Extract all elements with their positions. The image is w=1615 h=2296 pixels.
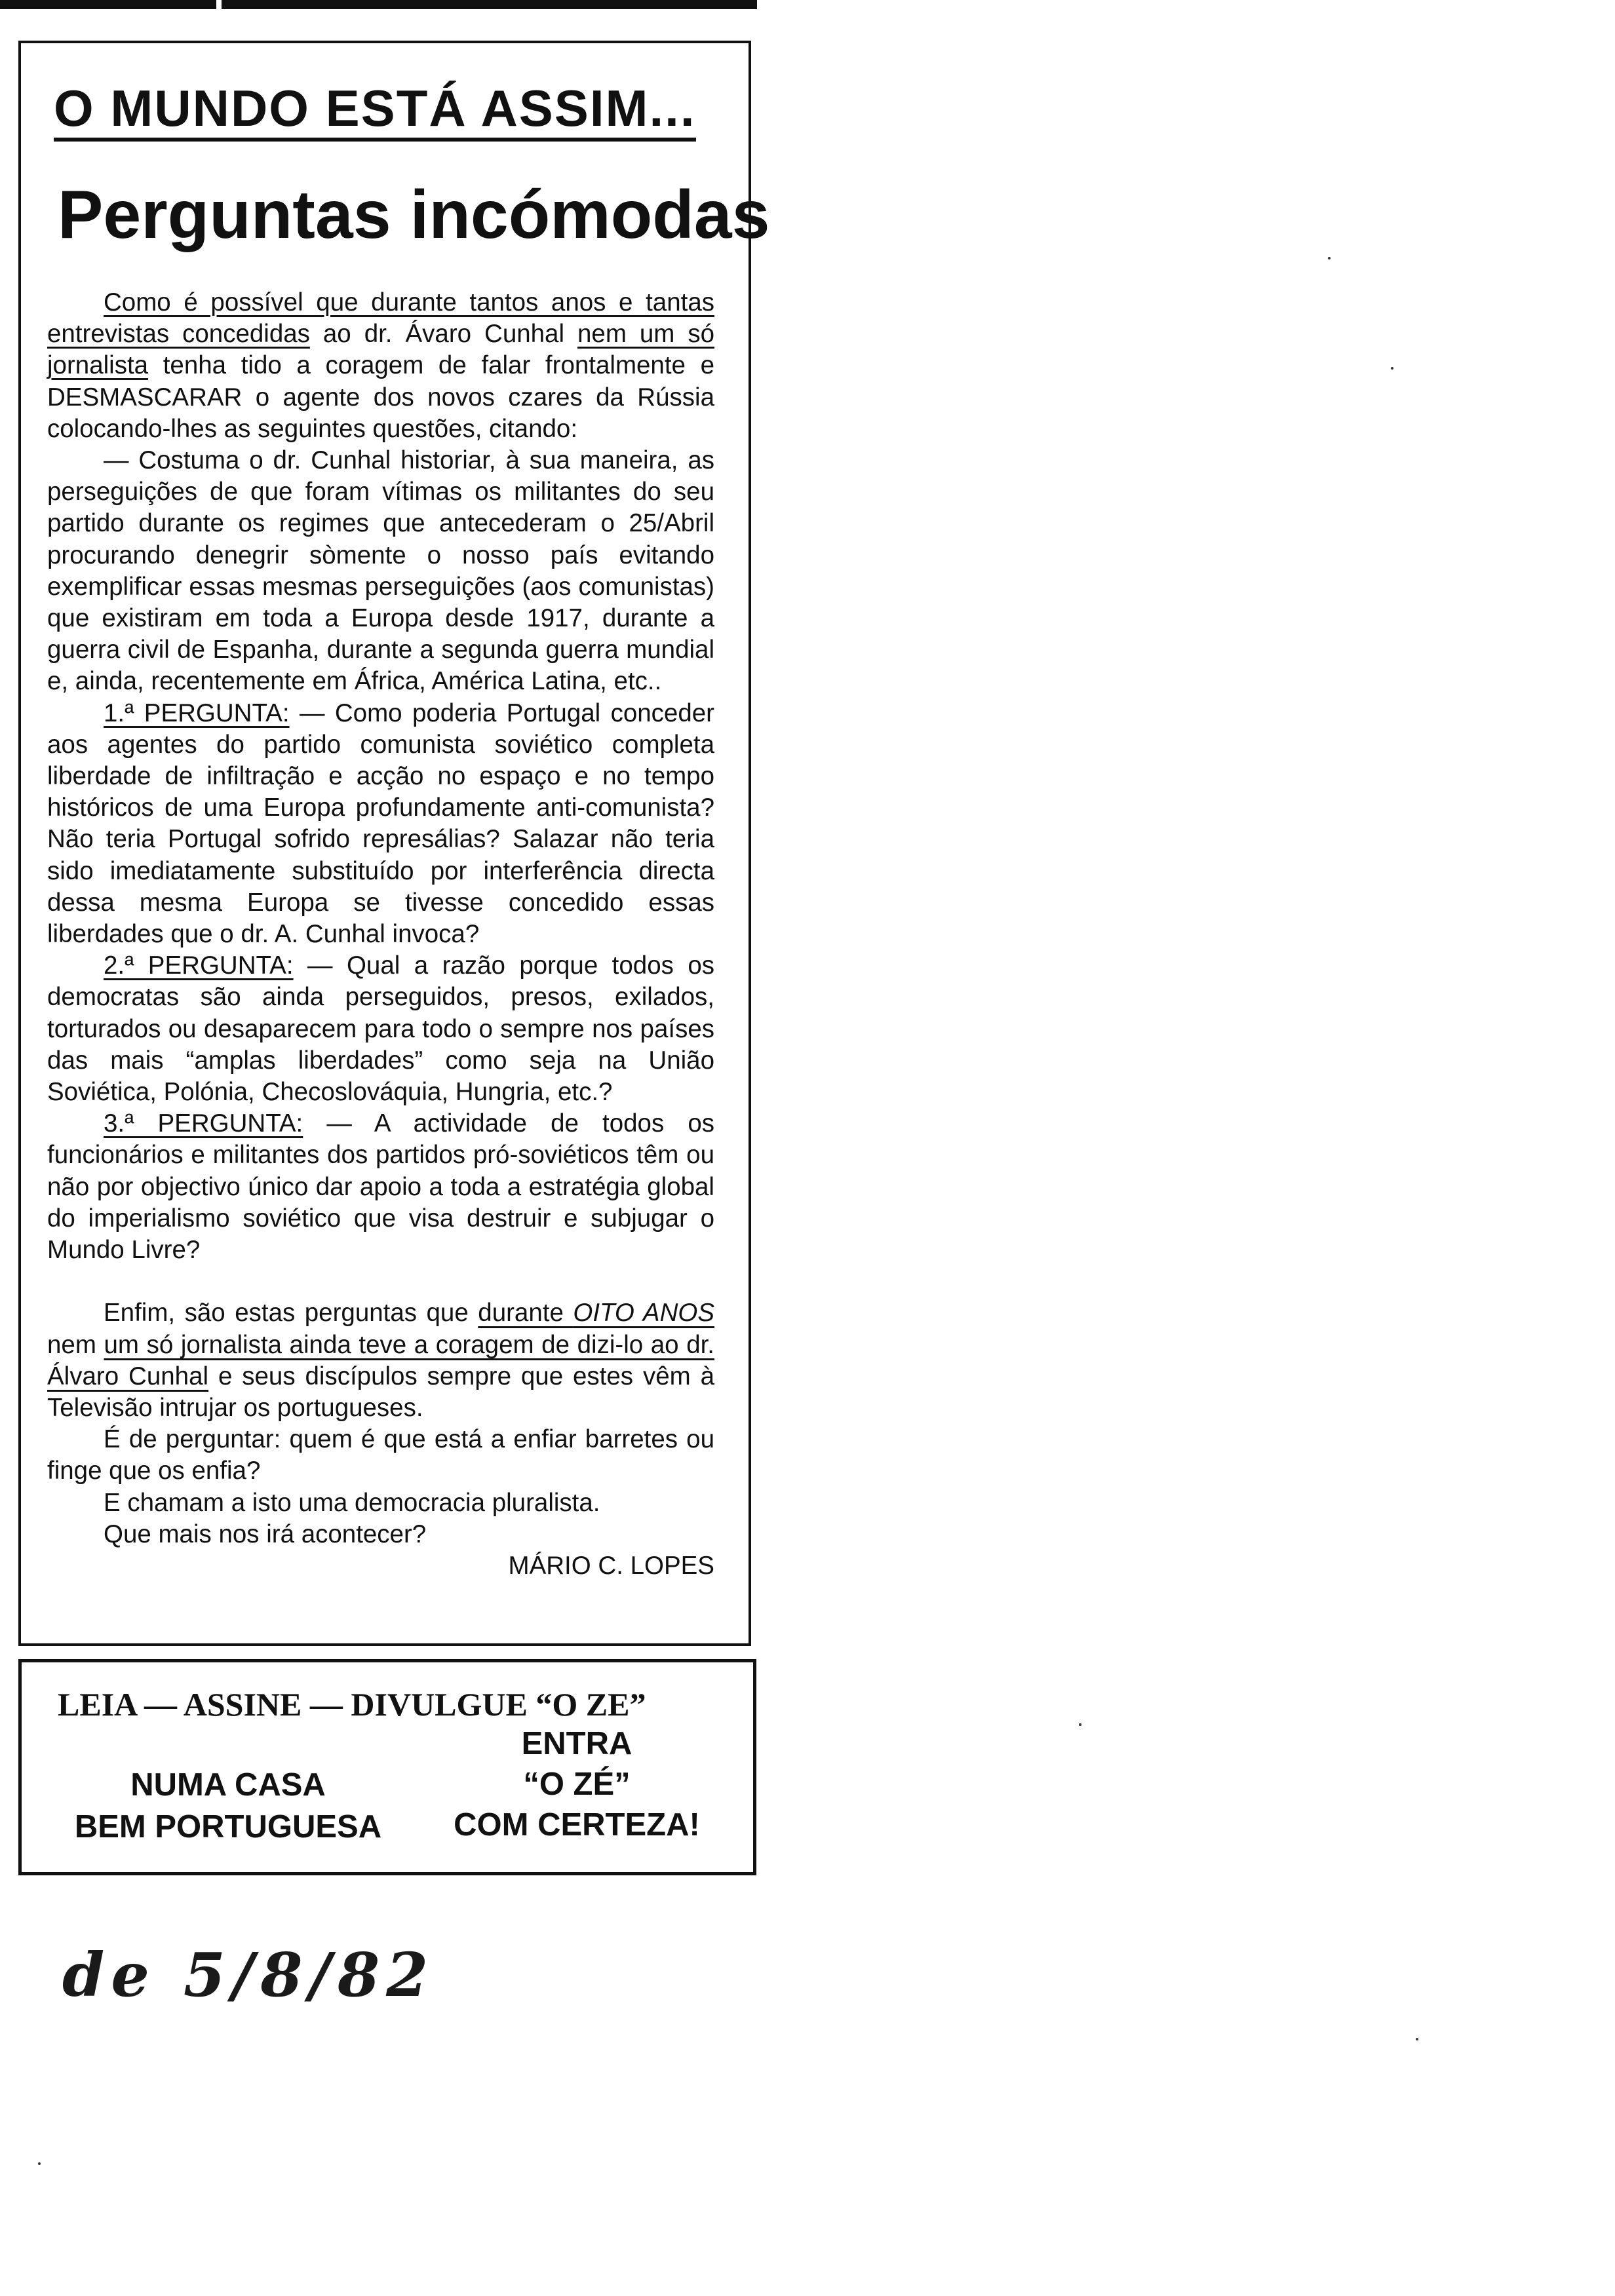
- promo-right-line: “O ZÉ”: [523, 1767, 631, 1802]
- paragraph-context: — Costuma o dr. Cunhal historiar, à sua maneira, as perseguições de que foram vítimas os militantes do seu partido durante os regimes que antecederam o 25/Abril procurando denegrir sòmente o nosso país evitando exemplificar essas mesmas perseguições (aos comunistas) que existiram em toda a Europa desde 1917, durante a guerra civil de Espanha, durante a segunda guerra mundial e, ainda, recentemente em África, América Latina, etc..: [47, 446, 714, 696]
- promo-right-line: COM CERTEZA!: [454, 1807, 700, 1843]
- question-2: [47, 950, 714, 1108]
- text-run: nem: [47, 1330, 104, 1359]
- promo-left-line: BEM PORTUGUESA: [74, 1809, 382, 1845]
- scan-speck: [1079, 1723, 1081, 1726]
- top-rule-gap: [216, 0, 222, 9]
- question-1: [47, 698, 714, 951]
- promo-right-block: [433, 1723, 721, 1845]
- paragraph-statement: E chamam a isto uma democracia pluralista.: [104, 1488, 600, 1517]
- question-2-label: 2.ª PERGUNTA:: [104, 951, 294, 980]
- emphasis-oito-anos: OITO ANOS: [573, 1299, 714, 1328]
- promo-left-block: [58, 1764, 399, 1848]
- scan-speck: [1391, 367, 1393, 370]
- paragraph-conclusion: [47, 1297, 714, 1424]
- question-1-text: — Como poderia Portugal conceder aos agentes do partido comunista soviético completa liberdade de infiltração e acção no espaço e no tempo históricos de uma Europa profundamente anti-comunista? Não teria Portugal sofrido represálias? Salazar não teria sido imediatamente substituído por interferência directa dessa mesma Europa se tivesse concedido essas liberdades que o dr. A. Cunhal invoca?: [47, 698, 714, 949]
- paragraph-closing: Que mais nos irá acontecer?: [104, 1520, 427, 1548]
- author-signature: MÁRIO C. LOPES: [508, 1551, 714, 1580]
- promo-slogan: LEIA — ASSINE — DIVULGUE “O ZE”: [58, 1686, 646, 1723]
- scan-speck: [1416, 2038, 1418, 2040]
- scan-speck: [1328, 257, 1331, 259]
- article-body: [47, 287, 714, 1582]
- promo-right-line: ENTRA: [521, 1726, 632, 1761]
- handwritten-date: de 5/8/82: [62, 1940, 435, 2010]
- underlined-phrase: um só jornalista ainda teve a coragem de dizi-lo ao dr. Álvaro Cunhal: [47, 1330, 714, 1390]
- section-title: O MUNDO ESTÁ ASSIM...: [54, 83, 696, 142]
- text-run: e seus discípulos sempre que estes vêm à Televisão intrujar os portugueses.: [47, 1362, 714, 1422]
- paragraph-question: É de perguntar: quem é que está a enfiar barretes ou finge que os enfia?: [47, 1425, 714, 1485]
- question-3-label: 3.ª PERGUNTA:: [104, 1109, 303, 1138]
- question-1-label: 1.ª PERGUNTA:: [104, 698, 290, 727]
- underlined-phrase: durante: [478, 1299, 574, 1328]
- underlined-phrase: Como é possível que durante tantos anos e tantas entrevistas concedidas: [47, 288, 714, 349]
- text-run: tenha tido a coragem de falar frontalmente e DESMASCARAR o agente dos novos czares da Rússia colocando-lhes as seguintes questões, citando:: [47, 351, 714, 443]
- question-2-text: — Qual a razão porque todos os democratas são ainda perseguidos, presos, exilados, torturados ou desaparecem para todo o sempre nos países das mais “amplas liberdades” como seja na União Soviética, Polónia, Checoslováquia, Hungria, etc.?: [47, 951, 714, 1107]
- headline: Perguntas incómodas: [58, 177, 770, 253]
- scan-speck: [38, 2162, 41, 2165]
- paragraph-intro: [47, 287, 714, 445]
- text-run: Enfim, são estas perguntas que: [104, 1299, 478, 1328]
- text-run: ao dr. Ávaro Cunhal: [309, 320, 577, 349]
- promo-left-line: NUMA CASA: [130, 1767, 326, 1803]
- question-3: [47, 1108, 714, 1266]
- underlined-phrase: nem um só jornalista: [47, 320, 714, 380]
- top-rule: [0, 0, 757, 9]
- question-3-text: — A actividade de todos os funcionários e militantes dos partidos pró-soviéticos têm ou não por objectivo único dar apoio a toda a estratégia global do imperialismo soviético que visa destruir e subjugar o Mundo Livre?: [47, 1109, 715, 1265]
